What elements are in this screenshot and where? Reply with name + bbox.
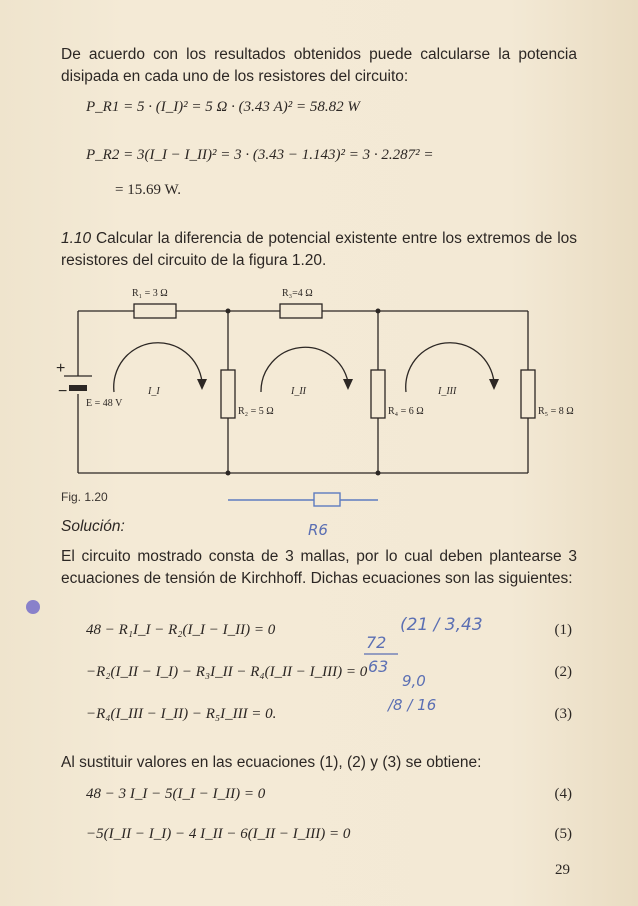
handwritten-note-d: 9,0	[402, 672, 426, 690]
equation-2-number: (2)	[554, 664, 572, 680]
equation-1: 48 − R₁I_I − R₂(I_I − I_II) = 0	[86, 622, 276, 638]
equation-3: −R₄(I_III − I_II) − R₅I_III = 0.	[86, 706, 277, 722]
equation-1-number: (1)	[554, 622, 572, 638]
mesh-label-2: I_II	[291, 386, 306, 397]
resistor-r5	[521, 370, 535, 418]
equation-3-number: (3)	[554, 706, 572, 722]
mesh-label-1: I_I	[148, 386, 160, 397]
handwritten-note-e: /8 / 16	[388, 696, 437, 714]
node-dot	[226, 471, 231, 476]
label-r5: R₅ = 8 Ω	[538, 406, 574, 417]
solution-heading: Solución:	[61, 518, 125, 535]
label-r3: R₃=4 Ω	[282, 288, 313, 299]
problem-text: Calcular la diferencia de potencial existente entre los extremos de los resistores del circuito de la figura 1.20.	[61, 230, 578, 269]
problem-statement	[61, 228, 577, 272]
node-dot	[376, 309, 381, 314]
power-equation-1: P_R1 = 5 · (I_I)² = 5 Ω · (3.43 A)² = 58.82 W	[86, 99, 360, 115]
equation-4-number: (4)	[554, 786, 572, 802]
mesh-label-3: I_III	[438, 386, 457, 397]
figure-caption: Fig. 1.20	[61, 490, 108, 504]
substitute-paragraph: Al sustituir valores en las ecuaciones (1), (2) y (3) se obtiene:	[61, 754, 482, 771]
node-dot	[376, 471, 381, 476]
equation-4: 48 − 3 I_I − 5(I_I − I_II) = 0	[86, 786, 266, 802]
label-r2: R₂ = 5 Ω	[238, 406, 274, 417]
handwritten-note-c: 63	[368, 657, 389, 676]
equation-5: −5(I_II − I_I) − 4 I_II − 6(I_II − I_III) = 0	[86, 826, 351, 842]
label-source: E = 48 V	[86, 398, 123, 409]
resistor-r4	[371, 370, 385, 418]
arrow-head-icon	[197, 379, 207, 390]
label-r4: R₄ = 6 Ω	[388, 406, 424, 417]
resistor-r3	[280, 304, 322, 318]
equation-2: −R₂(I_II − I_I) − R₃I_II − R₄(I_II − I_III) = 0	[86, 664, 368, 680]
arrow-head-icon	[343, 379, 353, 390]
handwritten-r6: R6	[308, 521, 328, 539]
node-dot	[226, 309, 231, 314]
handwritten-note-a: (21 / 3,43	[400, 615, 483, 635]
handwritten-notes	[362, 606, 502, 726]
battery-short-plate	[69, 385, 87, 391]
handwritten-note-b: 72	[366, 633, 387, 652]
circuit-diagram	[56, 284, 596, 484]
mesh-arrow-3	[406, 343, 494, 392]
label-r1: R₁ = 3 Ω	[132, 288, 168, 299]
equation-5-number: (5)	[554, 826, 572, 842]
minus-sign: −	[58, 383, 68, 400]
plus-sign: +	[56, 360, 66, 377]
resistor-r1	[134, 304, 176, 318]
page-number: 29	[555, 862, 570, 878]
power-equation-2-result: = 15.69 W.	[115, 182, 181, 198]
power-equation-2: P_R2 = 3(I_I − I_II)² = 3 · (3.43 − 1.143)² = 3 · 2.287² =	[86, 147, 434, 163]
arrow-head-icon	[489, 379, 499, 390]
binder-hole-mark	[26, 600, 40, 614]
mesh-arrow-1	[114, 343, 202, 392]
problem-number: 1.10	[61, 230, 92, 247]
intro-paragraph: De acuerdo con los resultados obtenidos puede calcularse la potencia disipada en cada uno de los resistores del circuito:	[61, 46, 577, 85]
resistor-r2	[221, 370, 235, 418]
solution-paragraph: El circuito mostrado consta de 3 mallas, por lo cual deben plantearse 3 ecuaciones de tensión de Kirchhoff. Dichas ecuaciones son las siguientes:	[61, 548, 577, 587]
